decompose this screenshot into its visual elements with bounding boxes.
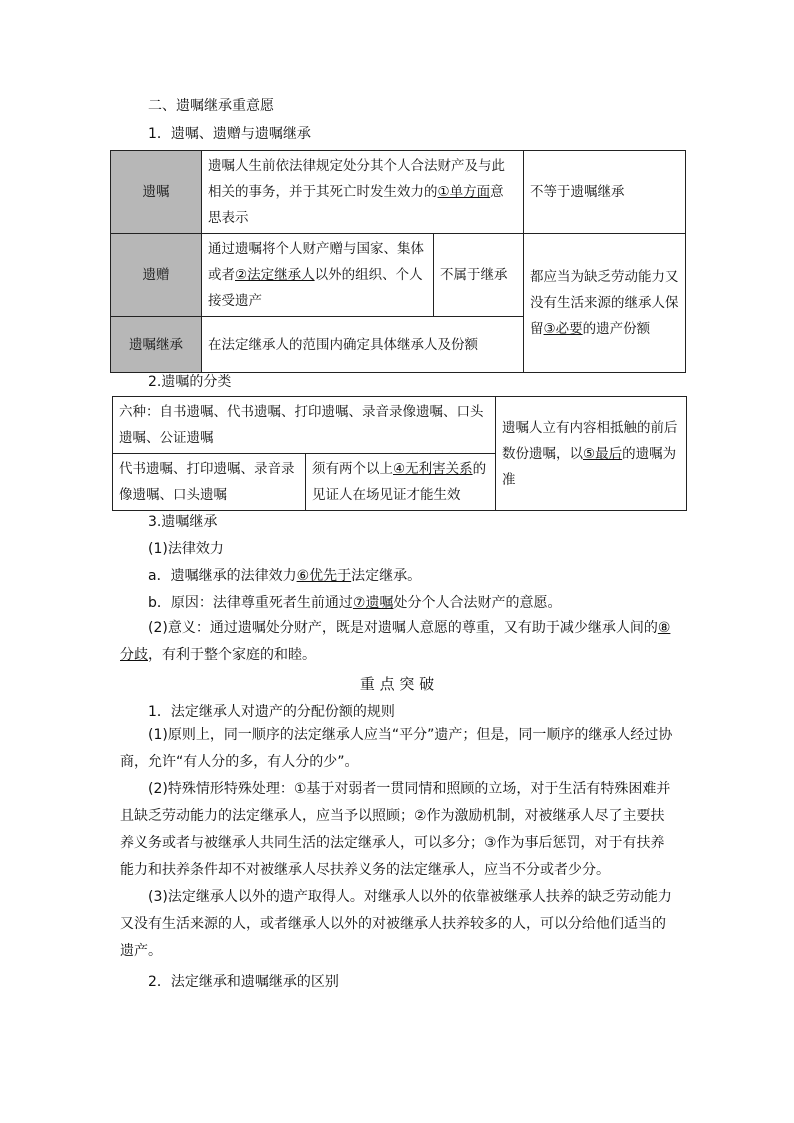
- blank-answer: ②法定继承人: [235, 267, 315, 283]
- key-point-1-title: 1．法定继承人对遗产的分配份额的规则: [148, 704, 395, 720]
- subheading-3: 3.遗嘱继承: [148, 514, 218, 530]
- row-head-will-inheritance: 遗嘱继承: [111, 317, 202, 373]
- row-head-will: 遗嘱: [111, 151, 202, 234]
- bequest-definition: 通过遗嘱将个人财产赠与国家、集体或者②法定继承人以外的组织、个人接受遗产: [202, 234, 434, 317]
- subheading-2: 2.遗嘱的分类: [148, 374, 232, 390]
- key-point-2-title: 2．法定继承和遗嘱继承的区别: [148, 974, 339, 990]
- shared-note: 都应当为缺乏劳动能力又没有生活来源的继承人保留③必要的遗产份额: [524, 234, 686, 373]
- blank-answer: ⑧分歧: [120, 620, 671, 663]
- section-heading-key-points: 重 点 突 破: [359, 675, 435, 693]
- table-row: [113, 397, 687, 454]
- blank-answer: ①单方面: [437, 184, 491, 200]
- will-definition: 遗嘱人生前依法律规定处分其个人合法财产及与此相关的事务，并于其死亡时发生效力的①单方面意思表示: [202, 151, 524, 234]
- table-row: [111, 234, 686, 317]
- will-conflict-rule: 遗嘱人立有内容相抵触的前后数份遗嘱，以⑤最后的遗嘱为准: [496, 397, 687, 511]
- paragraph-legal-effect: (1)法律效力: [148, 541, 224, 557]
- table-will-bequest: [110, 150, 686, 373]
- key-point-1-others: (3)法定继承人以外的遗产取得人。对继承人以外的依靠被继承人扶养的缺乏劳动能力又没有生活来源的人，或者继承人以外的对被继承人扶养较多的人，可以分给他们适当的遗产。: [120, 889, 672, 959]
- bequest-note: 不属于继承: [434, 234, 524, 317]
- key-point-1-special: (2)特殊情形特殊处理：①基于对弱者一贯同情和照顾的立场，对于生活有特殊困难并且缺乏劳动能力的法定继承人，应当予以照顾；②作为激励机制，对被继承人尽了主要扶养义务或者与被继承人共同生活的法定继承人，可以多分；③作为事后惩罚，对于有扶养能力和扶养条件却不对被继承人尽扶养义务的法定继承人，应当不分或者少分。: [120, 781, 671, 878]
- blank-answer: ⑤最后: [583, 445, 623, 462]
- key-point-1-principle: (1)原则上，同一顺序的法定继承人应当“平分”遗产；但是，同一顺序的继承人经过协商，允许“有人分的多，有人分的少”。: [120, 727, 673, 770]
- row-head-bequest: 遗赠: [111, 234, 202, 317]
- paragraph-significance: (2)意义：通过遗嘱处分财产，既是对遗嘱人意愿的尊重，又有助于减少继承人间的⑧分歧，有利于整个家庭的和睦。: [120, 620, 671, 663]
- witness-required-types: 代书遗嘱、打印遗嘱、录音录像遗嘱、口头遗嘱: [113, 454, 306, 511]
- witness-rule: 须有两个以上④无利害关系的见证人在场见证才能生效: [306, 454, 496, 511]
- paragraph-b: b．原因：法律尊重死者生前通过⑦遗嘱处分个人合法财产的意愿。: [148, 595, 562, 611]
- will-types-six: 六种：自书遗嘱、代书遗嘱、打印遗嘱、录音录像遗嘱、口头遗嘱、公证遗嘱: [113, 397, 496, 454]
- section-title: 二、遗嘱继承重意愿: [148, 98, 274, 114]
- blank-answer: ④无利害关系: [393, 461, 473, 477]
- table-will-types: [112, 396, 687, 511]
- paragraph-a: a．遗嘱继承的法律效力⑥优先于法定继承。: [148, 568, 422, 584]
- blank-answer: ⑥优先于: [296, 568, 352, 584]
- will-note: 不等于遗嘱继承: [524, 151, 686, 234]
- will-inheritance-definition: 在法定继承人的范围内确定具体继承人及份额: [202, 317, 524, 373]
- subheading-1: 1．遗嘱、遗赠与遗嘱继承: [148, 126, 311, 142]
- table-row: [111, 151, 686, 234]
- blank-answer: ③必要: [543, 321, 583, 337]
- blank-answer: ⑦遗嘱: [352, 595, 394, 611]
